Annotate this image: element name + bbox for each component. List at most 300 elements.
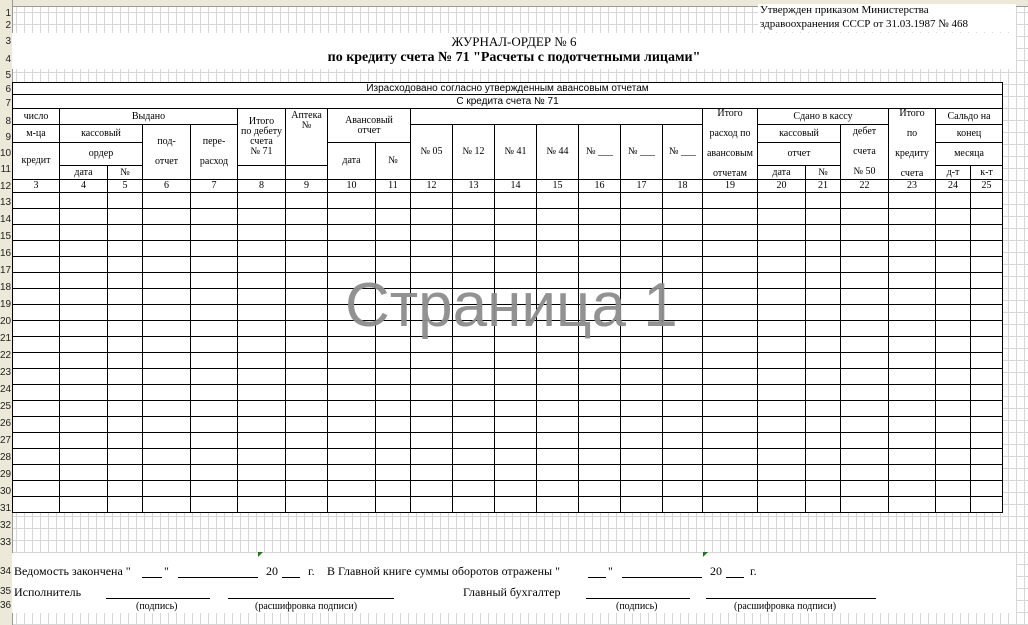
table-cell[interactable]: [143, 369, 191, 385]
table-cell[interactable]: [108, 385, 143, 401]
table-cell[interactable]: [143, 225, 191, 241]
table-cell[interactable]: [936, 305, 971, 321]
table-cell[interactable]: [841, 209, 889, 225]
table-cell[interactable]: [191, 369, 238, 385]
table-cell[interactable]: [806, 289, 841, 305]
table-cell[interactable]: [191, 257, 238, 273]
table-cell[interactable]: [579, 449, 621, 465]
table-cell[interactable]: [13, 481, 60, 497]
table-cell[interactable]: [663, 369, 703, 385]
table-cell[interactable]: [889, 289, 936, 305]
table-cell[interactable]: [889, 369, 936, 385]
table-cell[interactable]: [495, 481, 537, 497]
table-cell[interactable]: [936, 433, 971, 449]
table-cell[interactable]: [971, 289, 1003, 305]
table-cell[interactable]: [621, 417, 663, 433]
table-cell[interactable]: [453, 241, 495, 257]
table-cell[interactable]: [936, 321, 971, 337]
table-cell[interactable]: [13, 369, 60, 385]
table-cell[interactable]: [238, 289, 286, 305]
table-cell[interactable]: [411, 481, 453, 497]
table-cell[interactable]: [971, 385, 1003, 401]
table-cell[interactable]: [13, 497, 60, 513]
table-cell[interactable]: [806, 241, 841, 257]
table-cell[interactable]: [703, 241, 758, 257]
table-cell[interactable]: [936, 497, 971, 513]
table-cell[interactable]: [376, 449, 411, 465]
table-cell[interactable]: [579, 465, 621, 481]
table-cell[interactable]: [936, 417, 971, 433]
table-cell[interactable]: [841, 241, 889, 257]
table-cell[interactable]: [286, 433, 328, 449]
table-cell[interactable]: [13, 417, 60, 433]
table-cell[interactable]: [663, 449, 703, 465]
table-cell[interactable]: [453, 417, 495, 433]
table-cell[interactable]: [579, 497, 621, 513]
table-cell[interactable]: [971, 449, 1003, 465]
table-cell[interactable]: [453, 193, 495, 209]
table-cell[interactable]: [663, 353, 703, 369]
table-cell[interactable]: [703, 417, 758, 433]
table-cell[interactable]: [108, 273, 143, 289]
day-blank[interactable]: [142, 577, 162, 578]
table-cell[interactable]: [889, 321, 936, 337]
table-cell[interactable]: [889, 273, 936, 289]
table-cell[interactable]: [143, 433, 191, 449]
table-cell[interactable]: [806, 273, 841, 289]
table-cell[interactable]: [579, 241, 621, 257]
table-cell[interactable]: [621, 481, 663, 497]
table-cell[interactable]: [495, 417, 537, 433]
table-cell[interactable]: [411, 225, 453, 241]
table-cell[interactable]: [60, 401, 108, 417]
table-cell[interactable]: [806, 481, 841, 497]
table-cell[interactable]: [758, 353, 806, 369]
table-cell[interactable]: [841, 481, 889, 497]
table-cell[interactable]: [841, 353, 889, 369]
table-cell[interactable]: [376, 481, 411, 497]
table-cell[interactable]: [453, 481, 495, 497]
table-cell[interactable]: [841, 401, 889, 417]
table-cell[interactable]: [841, 337, 889, 353]
table-cell[interactable]: [238, 321, 286, 337]
table-cell[interactable]: [191, 353, 238, 369]
table-cell[interactable]: [238, 417, 286, 433]
table-cell[interactable]: [703, 273, 758, 289]
table-cell[interactable]: [191, 321, 238, 337]
table-cell[interactable]: [758, 401, 806, 417]
table-cell[interactable]: [703, 257, 758, 273]
month-blank[interactable]: [178, 577, 258, 578]
table-cell[interactable]: [238, 305, 286, 321]
table-cell[interactable]: [411, 497, 453, 513]
table-cell[interactable]: [971, 241, 1003, 257]
table-cell[interactable]: [758, 433, 806, 449]
table-cell[interactable]: [806, 433, 841, 449]
table-cell[interactable]: [537, 209, 579, 225]
table-cell[interactable]: [806, 449, 841, 465]
table-cell[interactable]: [621, 225, 663, 241]
table-cell[interactable]: [936, 385, 971, 401]
table-cell[interactable]: [971, 225, 1003, 241]
table-cell[interactable]: [806, 385, 841, 401]
table-cell[interactable]: [495, 385, 537, 401]
table-cell[interactable]: [286, 193, 328, 209]
table-cell[interactable]: [971, 481, 1003, 497]
ledger-day-blank[interactable]: [588, 577, 606, 578]
table-cell[interactable]: [411, 385, 453, 401]
table-cell[interactable]: [286, 481, 328, 497]
executor-signature-line[interactable]: [106, 598, 210, 599]
table-cell[interactable]: [238, 209, 286, 225]
table-cell[interactable]: [841, 449, 889, 465]
table-cell[interactable]: [60, 433, 108, 449]
table-cell[interactable]: [495, 465, 537, 481]
table-cell[interactable]: [328, 417, 376, 433]
table-cell[interactable]: [621, 449, 663, 465]
table-cell[interactable]: [328, 449, 376, 465]
table-cell[interactable]: [453, 497, 495, 513]
table-cell[interactable]: [841, 273, 889, 289]
table-cell[interactable]: [889, 417, 936, 433]
table-cell[interactable]: [238, 497, 286, 513]
table-cell[interactable]: [286, 449, 328, 465]
table-cell[interactable]: [579, 369, 621, 385]
table-cell[interactable]: [376, 369, 411, 385]
table-cell[interactable]: [238, 369, 286, 385]
table-cell[interactable]: [621, 385, 663, 401]
table-cell[interactable]: [621, 193, 663, 209]
table-cell[interactable]: [191, 497, 238, 513]
table-cell[interactable]: [13, 337, 60, 353]
table-cell[interactable]: [579, 193, 621, 209]
table-cell[interactable]: [108, 465, 143, 481]
table-cell[interactable]: [13, 305, 60, 321]
table-cell[interactable]: [806, 209, 841, 225]
table-cell[interactable]: [60, 209, 108, 225]
table-cell[interactable]: [191, 225, 238, 241]
table-cell[interactable]: [889, 353, 936, 369]
table-cell[interactable]: [60, 481, 108, 497]
table-cell[interactable]: [537, 449, 579, 465]
table-cell[interactable]: [758, 337, 806, 353]
table-cell[interactable]: [13, 321, 60, 337]
table-cell[interactable]: [537, 433, 579, 449]
table-cell[interactable]: [191, 193, 238, 209]
table-cell[interactable]: [758, 241, 806, 257]
table-cell[interactable]: [60, 289, 108, 305]
table-cell[interactable]: [495, 449, 537, 465]
table-cell[interactable]: [328, 369, 376, 385]
table-cell[interactable]: [663, 241, 703, 257]
table-cell[interactable]: [758, 305, 806, 321]
table-cell[interactable]: [191, 465, 238, 481]
table-cell[interactable]: [537, 369, 579, 385]
table-cell[interactable]: [108, 433, 143, 449]
table-cell[interactable]: [411, 401, 453, 417]
table-cell[interactable]: [108, 257, 143, 273]
table-cell[interactable]: [376, 193, 411, 209]
table-cell[interactable]: [936, 401, 971, 417]
table-cell[interactable]: [537, 353, 579, 369]
table-cell[interactable]: [453, 369, 495, 385]
table-cell[interactable]: [841, 369, 889, 385]
table-cell[interactable]: [60, 193, 108, 209]
table-cell[interactable]: [328, 193, 376, 209]
table-cell[interactable]: [663, 385, 703, 401]
table-cell[interactable]: [806, 497, 841, 513]
table-cell[interactable]: [703, 305, 758, 321]
table-cell[interactable]: [971, 433, 1003, 449]
table-cell[interactable]: [143, 337, 191, 353]
table-cell[interactable]: [806, 401, 841, 417]
table-cell[interactable]: [143, 193, 191, 209]
table-cell[interactable]: [238, 401, 286, 417]
table-cell[interactable]: [758, 273, 806, 289]
table-cell[interactable]: [806, 321, 841, 337]
table-cell[interactable]: [841, 289, 889, 305]
table-cell[interactable]: [13, 225, 60, 241]
table-cell[interactable]: [108, 289, 143, 305]
table-cell[interactable]: [191, 305, 238, 321]
table-cell[interactable]: [238, 481, 286, 497]
table-cell[interactable]: [376, 433, 411, 449]
table-cell[interactable]: [663, 465, 703, 481]
table-cell[interactable]: [841, 225, 889, 241]
table-cell[interactable]: [286, 257, 328, 273]
table-cell[interactable]: [621, 433, 663, 449]
table-cell[interactable]: [841, 321, 889, 337]
table-cell[interactable]: [143, 401, 191, 417]
table-cell[interactable]: [971, 257, 1003, 273]
table-cell[interactable]: [806, 193, 841, 209]
table-cell[interactable]: [411, 241, 453, 257]
table-cell[interactable]: [703, 193, 758, 209]
table-cell[interactable]: [286, 209, 328, 225]
table-cell[interactable]: [936, 225, 971, 241]
table-cell[interactable]: [758, 193, 806, 209]
table-cell[interactable]: [889, 241, 936, 257]
table-cell[interactable]: [703, 497, 758, 513]
table-cell[interactable]: [376, 497, 411, 513]
table-cell[interactable]: [238, 225, 286, 241]
table-cell[interactable]: [238, 257, 286, 273]
table-cell[interactable]: [971, 369, 1003, 385]
table-cell[interactable]: [806, 225, 841, 241]
table-cell[interactable]: [60, 417, 108, 433]
table-cell[interactable]: [806, 417, 841, 433]
table-cell[interactable]: [60, 321, 108, 337]
table-cell[interactable]: [376, 417, 411, 433]
table-cell[interactable]: [191, 241, 238, 257]
table-cell[interactable]: [411, 449, 453, 465]
table-cell[interactable]: [60, 465, 108, 481]
table-cell[interactable]: [663, 433, 703, 449]
table-cell[interactable]: [841, 417, 889, 433]
table-cell[interactable]: [495, 193, 537, 209]
table-cell[interactable]: [108, 449, 143, 465]
table-cell[interactable]: [579, 385, 621, 401]
table-cell[interactable]: [143, 305, 191, 321]
table-cell[interactable]: [108, 225, 143, 241]
table-cell[interactable]: [286, 273, 328, 289]
table-cell[interactable]: [621, 209, 663, 225]
table-cell[interactable]: [663, 225, 703, 241]
table-cell[interactable]: [841, 465, 889, 481]
table-cell[interactable]: [663, 497, 703, 513]
table-cell[interactable]: [663, 209, 703, 225]
table-cell[interactable]: [841, 257, 889, 273]
table-cell[interactable]: [889, 385, 936, 401]
table-cell[interactable]: [579, 401, 621, 417]
table-cell[interactable]: [806, 353, 841, 369]
table-cell[interactable]: [936, 481, 971, 497]
table-cell[interactable]: [889, 193, 936, 209]
table-cell[interactable]: [703, 369, 758, 385]
table-cell[interactable]: [703, 209, 758, 225]
table-cell[interactable]: [143, 385, 191, 401]
table-cell[interactable]: [621, 465, 663, 481]
table-cell[interactable]: [889, 257, 936, 273]
table-cell[interactable]: [495, 241, 537, 257]
table-cell[interactable]: [841, 385, 889, 401]
chief-signature-line[interactable]: [586, 598, 690, 599]
table-cell[interactable]: [495, 433, 537, 449]
table-cell[interactable]: [13, 385, 60, 401]
table-cell[interactable]: [936, 337, 971, 353]
table-cell[interactable]: [328, 465, 376, 481]
table-cell[interactable]: [806, 305, 841, 321]
table-cell[interactable]: [971, 417, 1003, 433]
table-cell[interactable]: [758, 385, 806, 401]
table-cell[interactable]: [60, 257, 108, 273]
table-cell[interactable]: [537, 497, 579, 513]
table-cell[interactable]: [889, 209, 936, 225]
table-cell[interactable]: [537, 481, 579, 497]
table-cell[interactable]: [453, 225, 495, 241]
table-cell[interactable]: [621, 401, 663, 417]
table-cell[interactable]: [806, 465, 841, 481]
ledger-month-blank[interactable]: [622, 577, 702, 578]
table-cell[interactable]: [936, 289, 971, 305]
table-cell[interactable]: [60, 241, 108, 257]
table-cell[interactable]: [936, 273, 971, 289]
table-cell[interactable]: [376, 465, 411, 481]
table-cell[interactable]: [758, 497, 806, 513]
table-cell[interactable]: [621, 369, 663, 385]
table-cell[interactable]: [143, 417, 191, 433]
table-cell[interactable]: [328, 225, 376, 241]
table-cell[interactable]: [663, 193, 703, 209]
table-cell[interactable]: [579, 433, 621, 449]
table-cell[interactable]: [108, 481, 143, 497]
table-cell[interactable]: [841, 497, 889, 513]
table-cell[interactable]: [143, 353, 191, 369]
table-cell[interactable]: [936, 193, 971, 209]
table-cell[interactable]: [286, 369, 328, 385]
table-cell[interactable]: [537, 401, 579, 417]
table-cell[interactable]: [376, 353, 411, 369]
table-cell[interactable]: [143, 321, 191, 337]
table-cell[interactable]: [328, 433, 376, 449]
table-cell[interactable]: [411, 353, 453, 369]
table-cell[interactable]: [936, 449, 971, 465]
table-cell[interactable]: [286, 305, 328, 321]
table-cell[interactable]: [971, 497, 1003, 513]
table-cell[interactable]: [758, 369, 806, 385]
table-cell[interactable]: [411, 433, 453, 449]
table-cell[interactable]: [13, 401, 60, 417]
table-cell[interactable]: [889, 465, 936, 481]
table-cell[interactable]: [191, 449, 238, 465]
table-cell[interactable]: [971, 353, 1003, 369]
table-cell[interactable]: [108, 193, 143, 209]
table-cell[interactable]: [889, 225, 936, 241]
table-cell[interactable]: [703, 337, 758, 353]
table-cell[interactable]: [238, 465, 286, 481]
table-cell[interactable]: [108, 209, 143, 225]
table-cell[interactable]: [376, 241, 411, 257]
table-cell[interactable]: [376, 225, 411, 241]
executor-name-line[interactable]: [228, 598, 394, 599]
table-cell[interactable]: [13, 241, 60, 257]
table-cell[interactable]: [143, 209, 191, 225]
table-cell[interactable]: [703, 385, 758, 401]
table-cell[interactable]: [143, 465, 191, 481]
table-cell[interactable]: [191, 401, 238, 417]
table-cell[interactable]: [537, 385, 579, 401]
table-cell[interactable]: [143, 481, 191, 497]
table-cell[interactable]: [758, 321, 806, 337]
table-cell[interactable]: [143, 273, 191, 289]
table-cell[interactable]: [238, 433, 286, 449]
table-cell[interactable]: [13, 289, 60, 305]
table-cell[interactable]: [60, 353, 108, 369]
table-cell[interactable]: [60, 369, 108, 385]
table-cell[interactable]: [143, 449, 191, 465]
table-cell[interactable]: [191, 337, 238, 353]
table-cell[interactable]: [579, 353, 621, 369]
table-cell[interactable]: [411, 465, 453, 481]
table-cell[interactable]: [238, 337, 286, 353]
table-cell[interactable]: [60, 449, 108, 465]
table-cell[interactable]: [286, 337, 328, 353]
table-cell[interactable]: [328, 497, 376, 513]
table-cell[interactable]: [286, 241, 328, 257]
table-cell[interactable]: [663, 417, 703, 433]
table-cell[interactable]: [537, 241, 579, 257]
table-cell[interactable]: [703, 321, 758, 337]
table-cell[interactable]: [13, 193, 60, 209]
table-cell[interactable]: [758, 481, 806, 497]
table-cell[interactable]: [108, 353, 143, 369]
table-cell[interactable]: [663, 481, 703, 497]
table-cell[interactable]: [889, 305, 936, 321]
table-cell[interactable]: [191, 417, 238, 433]
table-cell[interactable]: [936, 369, 971, 385]
table-cell[interactable]: [411, 193, 453, 209]
table-cell[interactable]: [758, 449, 806, 465]
table-cell[interactable]: [108, 497, 143, 513]
table-cell[interactable]: [238, 385, 286, 401]
table-cell[interactable]: [191, 209, 238, 225]
table-cell[interactable]: [537, 465, 579, 481]
table-cell[interactable]: [60, 497, 108, 513]
table-cell[interactable]: [971, 273, 1003, 289]
table-cell[interactable]: [758, 257, 806, 273]
table-cell[interactable]: [328, 401, 376, 417]
table-cell[interactable]: [936, 353, 971, 369]
